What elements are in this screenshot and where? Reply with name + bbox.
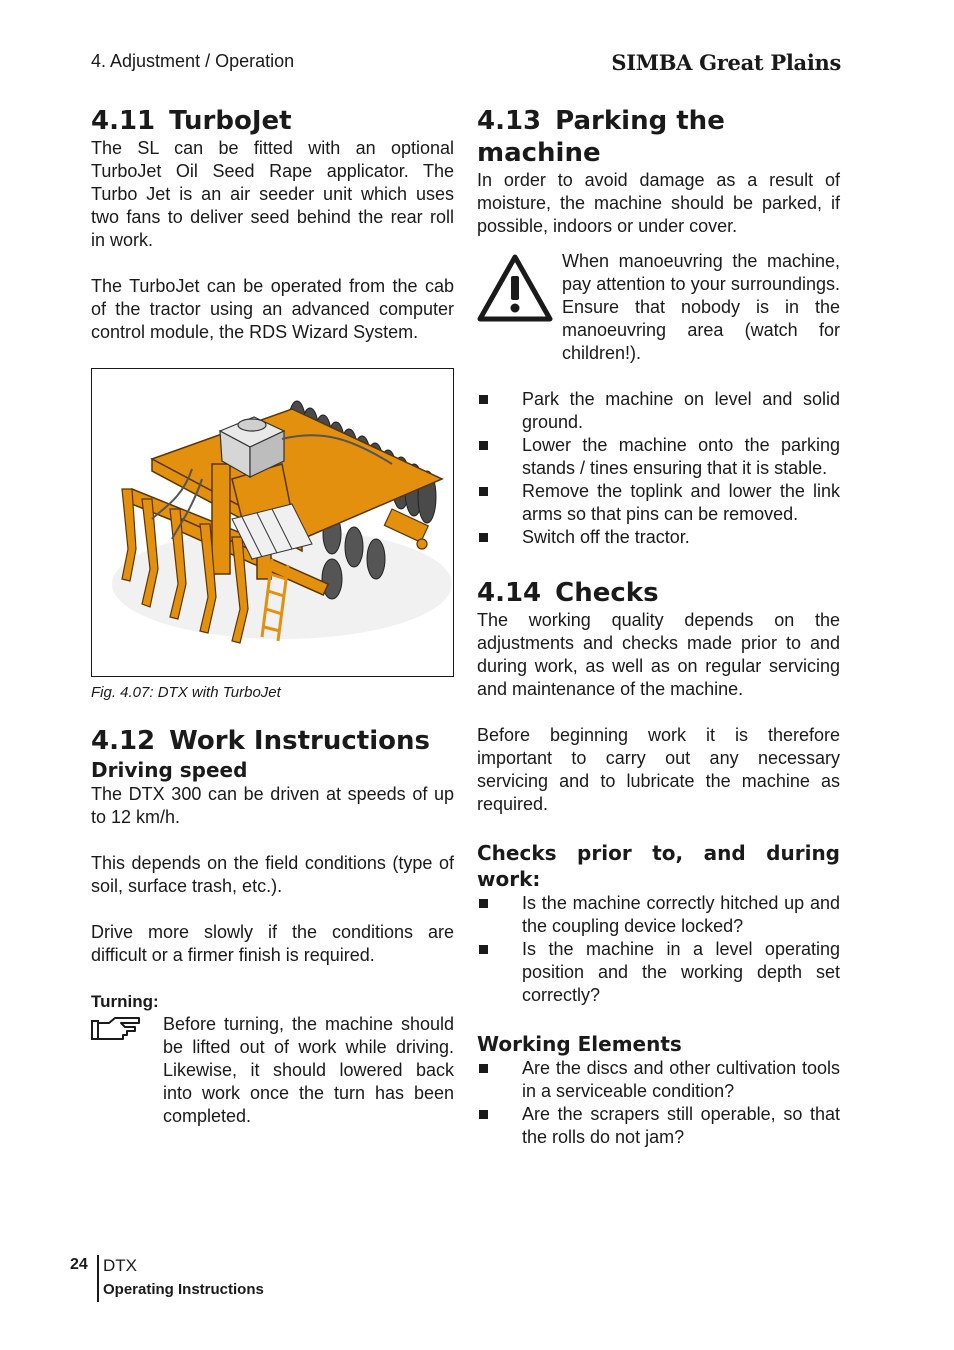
section-label: 4. Adjustment / Operation [91, 51, 295, 71]
machine-illustration [92, 369, 453, 676]
right-column [477, 105, 840, 1149]
warning-triangle-icon [477, 250, 562, 327]
list-item: Is the machine correctly hitched up and the coupling device locked? [477, 892, 840, 938]
list-item: Remove the toplink and lower the link arms so that pins can be removed. [477, 480, 840, 526]
section-4-13-heading: 4.13 Parking the machine [477, 106, 725, 168]
list-item: Is the machine in a level operating position and the working depth set correctly? [477, 938, 840, 1007]
list-item: Are the scrapers still operable, so that the rolls do not jam? [477, 1103, 840, 1149]
turbojet-paragraph-1: The SL can be fitted with an optional TurboJet Oil Seed Rape applicator. The Turbo Jet is an air seeder unit which uses two fans to deliver seed behind the rear roll in work. [91, 138, 454, 250]
driving-speed-paragraph-2: This depends on the field conditions (type of soil, surface trash, etc.). [91, 853, 454, 896]
page-number: 24 [70, 1256, 88, 1273]
pointing-hand-icon [91, 1013, 163, 1048]
working-elements-subheading: Working Elements [477, 1032, 682, 1056]
checks-paragraph-1: The working quality depends on the adjustments and checks made prior to and during work, as well as on regular servicing and maintenance of the machine. [477, 610, 840, 699]
warning-text: When manoeuvring the machine, pay attention to your surroundings. Ensure that nobody is in the manoeuvring area (watch for children!). [562, 251, 840, 363]
footer-divider [97, 1255, 99, 1302]
parking-paragraph: In order to avoid damage as a result of moisture, the machine should be parked, if possible, indoors or under cover. [477, 170, 840, 236]
brand-logo-text: SIMBA Great Plains [611, 50, 841, 75]
working-elements-list [477, 1057, 840, 1149]
checks-paragraph-2: Before beginning work it is therefore important to carry out any necessary servicing and to lubricate the machine as required. [477, 725, 840, 814]
driving-speed-paragraph-1: The DTX 300 can be driven at speeds of up to 12 km/h. [91, 784, 454, 827]
section-4-12-heading: 4.12 Work Instructions [91, 726, 430, 756]
list-item: Are the discs and other cultivation tools in a serviceable condition? [477, 1057, 840, 1103]
list-item: Lower the machine onto the parking stands / tines ensuring that it is stable. [477, 434, 840, 480]
checks-subheading: Checks prior to, and during work: [477, 841, 840, 891]
turning-note [91, 1013, 454, 1128]
left-column [91, 105, 454, 1128]
footer-model: DTX [103, 1256, 137, 1275]
driving-speed-paragraph-3: Drive more slowly if the conditions are difficult or a firmer finish is required. [91, 922, 454, 965]
section-4-14-heading: 4.14 Checks [477, 578, 659, 608]
list-item: Switch off the tractor. [477, 526, 840, 549]
figure-dtx-turbojet [91, 368, 454, 677]
list-item: Park the machine on level and solid ground. [477, 388, 840, 434]
turning-label: Turning: [91, 992, 159, 1011]
driving-speed-subheading: Driving speed [91, 758, 248, 782]
turning-text: Before turning, the machine should be lifted out of work while driving. Likewise, it should lowered back into work once the turn has been completed. [163, 1014, 454, 1126]
figure-caption: Fig. 4.07: DTX with TurboJet [91, 684, 281, 701]
section-4-11-heading: 4.11 TurboJet [91, 106, 292, 136]
footer-document-title: Operating Instructions [103, 1281, 264, 1298]
parking-warning [477, 250, 840, 365]
parking-list [477, 388, 840, 549]
checks-list [477, 892, 840, 1007]
turbojet-paragraph-2: The TurboJet can be operated from the cab of the tractor using an advanced computer control module, the RDS Wizard System. [91, 276, 454, 342]
